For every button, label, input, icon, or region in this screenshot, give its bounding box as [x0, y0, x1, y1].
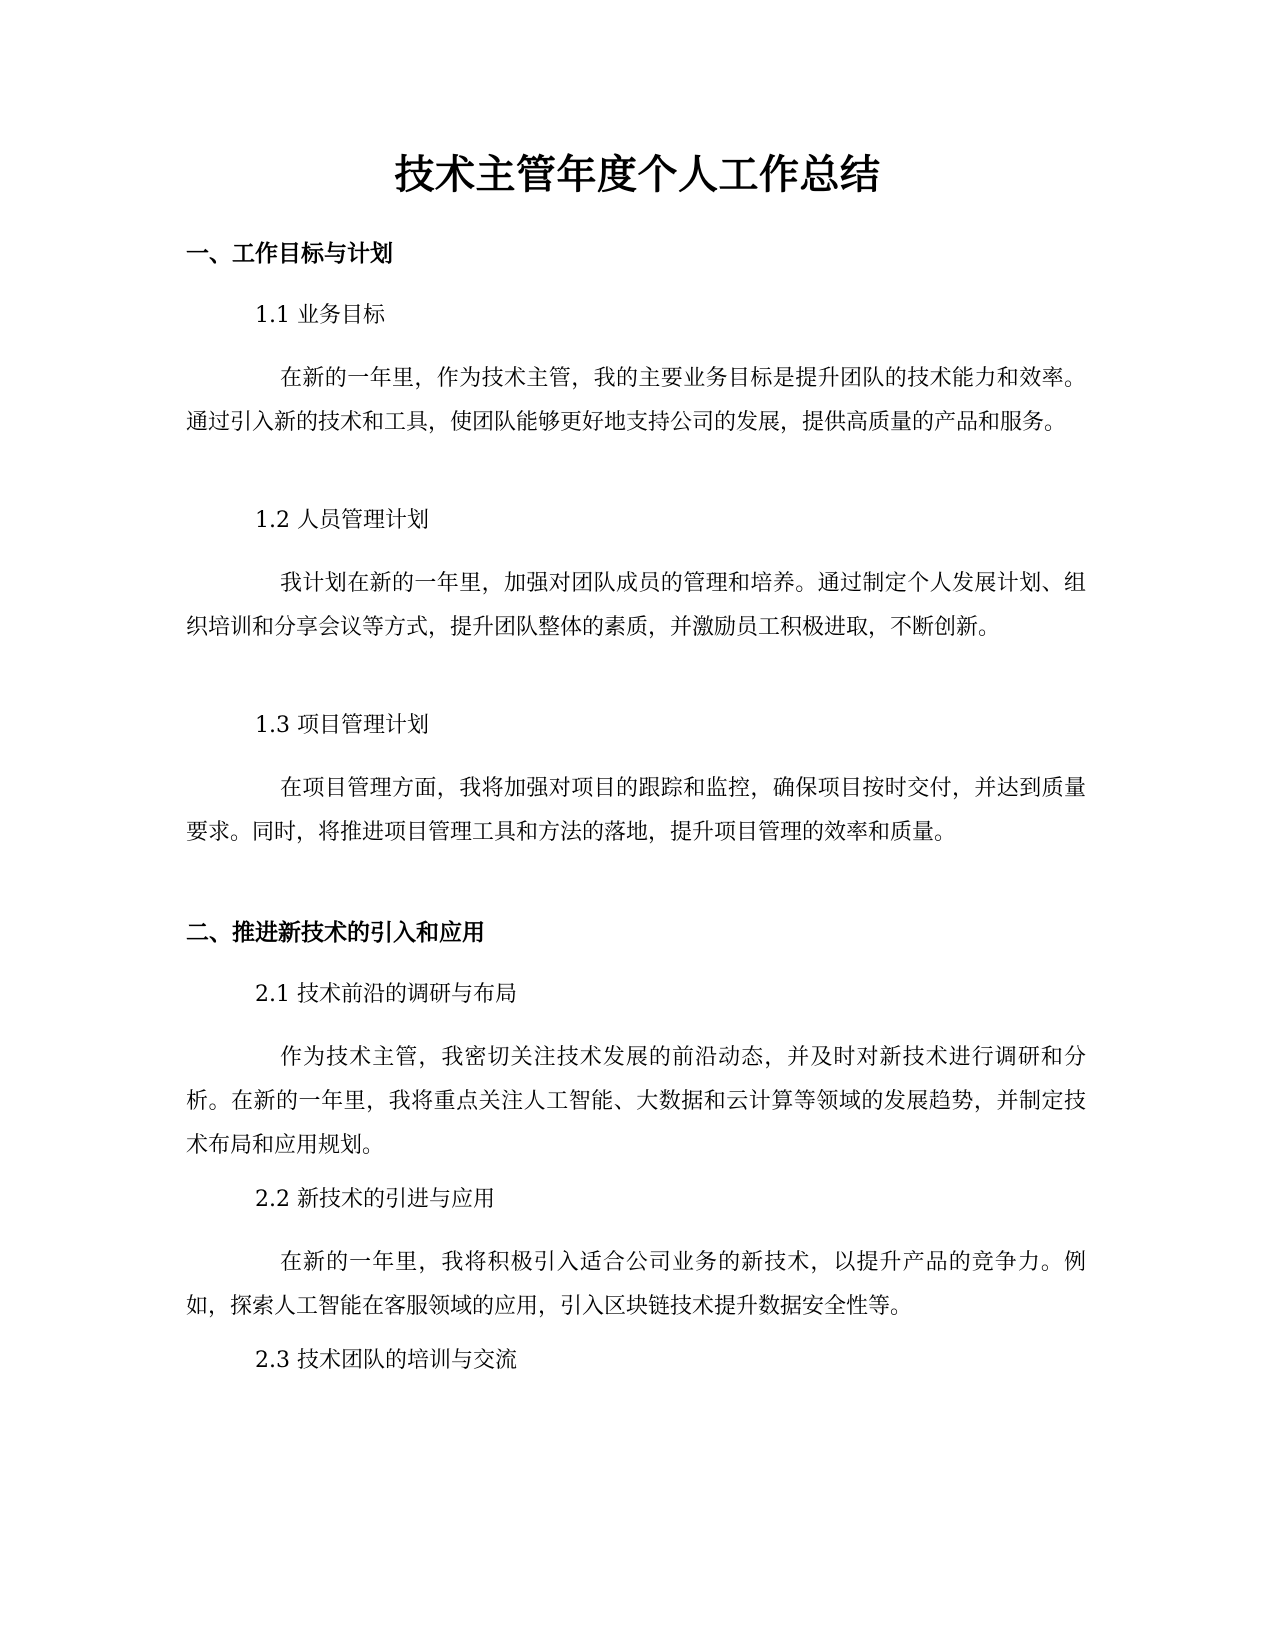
subsection-heading-1-2: 1.2 人员管理计划: [255, 508, 429, 533]
subsection-heading-2-3: 2.3 技术团队的培训与交流: [255, 1348, 517, 1373]
paragraph-1-3: 在项目管理方面，我将加强对项目的跟踪和监控，确保项目按时交付，并达到质量要求。同时，将推进项目管理工具和方法的落地，提升项目管理的效率和质量。: [186, 776, 1086, 845]
section-heading-1: 一、工作目标与计划: [186, 241, 393, 267]
subsection-heading-2-2: 2.2 新技术的引进与应用: [255, 1187, 495, 1212]
section-heading-2: 二、推进新技术的引入和应用: [186, 920, 485, 946]
subsection-heading-1-3: 1.3 项目管理计划: [255, 713, 429, 738]
paragraph-2-2: 在新的一年里，我将积极引入适合公司业务的新技术，以提升产品的竞争力。例如，探索人工智能在客服领域的应用，引入区块链技术提升数据安全性等。: [186, 1250, 1086, 1319]
document-title: 技术主管年度个人工作总结: [394, 152, 881, 198]
paragraph-1-2: 我计划在新的一年里，加强对团队成员的管理和培养。通过制定个人发展计划、组织培训和分享会议等方式，提升团队整体的素质，并激励员工积极进取，不断创新。: [186, 571, 1086, 640]
subsection-heading-1-1: 1.1 业务目标: [255, 303, 385, 328]
subsection-heading-2-1: 2.1 技术前沿的调研与布局: [255, 982, 517, 1007]
paragraph-1-1: 在新的一年里，作为技术主管，我的主要业务目标是提升团队的技术能力和效率。通过引入新的技术和工具，使团队能够更好地支持公司的发展，提供高质量的产品和服务。: [186, 366, 1086, 435]
paragraph-2-1: 作为技术主管，我密切关注技术发展的前沿动态，并及时对新技术进行调研和分析。在新的一年里，我将重点关注人工智能、大数据和云计算等领域的发展趋势，并制定技术布局和应用规划。: [186, 1045, 1086, 1158]
